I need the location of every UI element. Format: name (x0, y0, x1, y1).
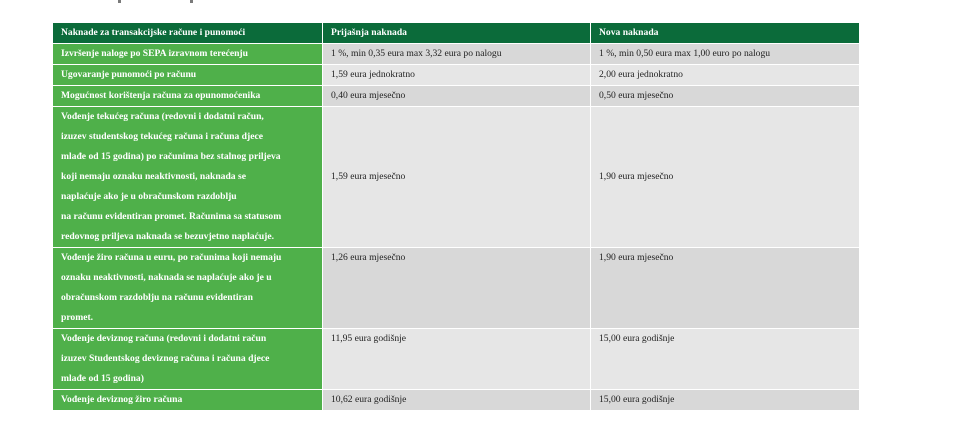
row-label-line: obračunskom razdoblju na računu evidentiran (61, 292, 253, 303)
previous-fee-cell: 1,26 eura mjesečno (323, 248, 591, 329)
table-row (53, 248, 859, 329)
previous-fee-cell: 0,40 eura mjesečno (323, 86, 591, 107)
previous-fee-cell: 1 %, min 0,35 eura max 3,32 eura po nalogu (323, 44, 591, 65)
new-fee-cell: 1,90 eura mjesečno (591, 248, 859, 329)
previous-fee-cell: 11,95 eura godišnje (323, 329, 591, 390)
row-label-line: Vođenje tekućeg računa (redovni i dodatni račun, (61, 111, 264, 122)
row-label (53, 248, 323, 329)
new-fee-cell: 0,50 eura mjesečno (591, 86, 859, 107)
fee-table (53, 23, 859, 411)
row-label-line: redovnog priljeva naknada se bezuvjetno naplaćuje. (61, 231, 275, 242)
new-fee-cell: 15,00 eura godišnje (591, 390, 859, 411)
row-label (53, 107, 323, 248)
header-new-fee: Nova naknada (591, 23, 859, 44)
row-label-line: mlađe od 15 godina) (61, 373, 144, 384)
new-fee-cell: 1,90 eura mjesečno (591, 107, 859, 248)
row-label-line: Vođenje deviznog računa (redovni i dodatni račun (61, 333, 267, 344)
row-label-line: mlađe od 15 godina) po računima bez stalnog priljeva (61, 151, 281, 162)
table-row (53, 107, 859, 248)
row-label (53, 65, 323, 86)
row-label-line: oznaku neaktivnosti, naknada se naplaćuje ako je u (61, 272, 272, 283)
previous-fee-cell: 1,59 eura mjesečno (323, 107, 591, 248)
previous-fee-cell: 10,62 eura godišnje (323, 390, 591, 411)
table-row (53, 329, 859, 390)
table-row (53, 86, 859, 107)
row-label-line: izuzev studentskog tekućeg računa i računa djece (61, 131, 263, 142)
row-label-line: izuzev Studentskog deviznog računa i računa djece (61, 353, 270, 364)
table-row (53, 390, 859, 411)
header-previous-fee: Prijašnja naknada (323, 23, 591, 44)
table-header-row (53, 23, 859, 44)
new-fee-cell: 1 %, min 0,50 eura max 1,00 euro po nalogu (591, 44, 859, 65)
row-label-line: Vođenje deviznog žiro računa (61, 394, 183, 405)
row-label-line: na računu evidentiran promet. Računima sa statusom (61, 211, 282, 222)
row-label-line: promet. (61, 312, 94, 323)
row-label-line: Ugovaranje punomoći po računu (61, 69, 197, 80)
row-label (53, 86, 323, 107)
table-row (53, 44, 859, 65)
clipped-text-above (118, 0, 198, 4)
row-label-line: Vođenje žiro računa u euru, po računima koji nemaju (61, 252, 282, 263)
row-label (53, 44, 323, 65)
row-label-line: naplaćuje ako je u obračunskom razdoblju (61, 191, 237, 202)
new-fee-cell: 2,00 eura jednokratno (591, 65, 859, 86)
row-label-line: koji nemaju oznaku neaktivnosti, naknada se (61, 171, 246, 182)
row-label (53, 390, 323, 411)
header-fee-type: Naknade za transakcijske račune i punomoći (53, 23, 323, 44)
row-label-line: Mogućnost korištenja računa za opunomoćenika (61, 90, 261, 101)
table-row (53, 65, 859, 86)
row-label-line: Izvršenje naloge po SEPA izravnom terećenju (61, 48, 248, 59)
row-label (53, 329, 323, 390)
new-fee-cell: 15,00 eura godišnje (591, 329, 859, 390)
previous-fee-cell: 1,59 eura jednokratno (323, 65, 591, 86)
